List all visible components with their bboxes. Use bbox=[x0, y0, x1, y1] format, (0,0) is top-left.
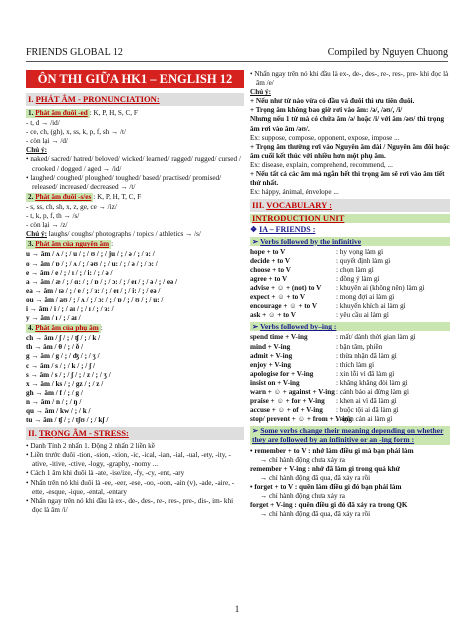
subsection-tail: : bbox=[111, 240, 114, 249]
consonant-line: g → âm / g / ; / ʤ / ; / ʒ / bbox=[26, 352, 100, 361]
vowel-line: ea → âm / ɪə / ; / e / ; / ɜ: / ; / eɪ / ; / i: / ; / eə / bbox=[26, 286, 161, 295]
meaning-line: • forget + to V : quên làm điều gì đó bạn phải làm bbox=[250, 482, 402, 491]
group-meaning-change bbox=[250, 426, 450, 444]
vowel-line: a → âm / æ / ; / ɑ: / ; / ɒ / ; / ɔ: / ; / eɪ / ; / ə / ; / eə / bbox=[26, 277, 178, 286]
stress-rule: • Nhấn ngay trên nó khi đầu là ex-, de-, des-, re-, res-, pre- khi đọc là âm /e/ bbox=[250, 70, 450, 88]
rule-line: - s, ss, ch, sh, x, z, ge, ce → /iz/ bbox=[26, 202, 117, 211]
vocab-meaning: : khuyến khích ai làm gì bbox=[336, 302, 406, 311]
meaning-line: → chỉ hành động chưa xảy ra bbox=[260, 492, 345, 501]
arrow-bullet-icon: ➢ bbox=[252, 426, 259, 436]
stress-rule: • Nhấn ngay trên nó khi đầu là ex-, de-, des-, re-, res-, pre-, dis-, im- khi đọc là âm /i/ bbox=[26, 497, 244, 515]
vocab-term: insist on + V-ing bbox=[250, 378, 300, 387]
subsection-label: Phát âm đuôi -s/es bbox=[35, 192, 92, 201]
vocab-term: spend time + V-ing bbox=[250, 333, 308, 342]
unit-title bbox=[250, 214, 450, 223]
note-line: Nhưng nếu 1 từ mà có chứa âm /ə/ hoặc /i/ với âm /əʊ/ thì trọng âm rơi vào âm /əʊ/. bbox=[250, 115, 445, 133]
vocab-meaning: : mong đợi ai làm gì bbox=[336, 293, 395, 302]
vocab-meaning: : khăng khăng đòi làm gì bbox=[336, 378, 408, 387]
stress-rule: • Liền trước đuôi -tion, -sion, -xion, -ic, -ical, -ian, -ial, -ual, -ety, -ity, -ative, -itive, -ctive, -logy, -graphy, -nomy ... bbox=[26, 451, 244, 469]
vocab-term: hope + to V bbox=[250, 247, 286, 256]
vocab-term: expect + ☺ + to V bbox=[250, 293, 306, 302]
subsection-tail: : K, P, H, S, C, F bbox=[89, 109, 138, 117]
section-label: VOCABULARY : bbox=[266, 200, 332, 211]
note-label: Chú ý: bbox=[26, 230, 47, 239]
vocab-meaning: : bận tâm, phiền bbox=[336, 342, 383, 351]
vocab-meaning: : đồng ý làm gì bbox=[336, 274, 380, 283]
meaning-line: forget + V-ing : quên điều gì đó đã xảy ra trong QK bbox=[250, 501, 408, 510]
consonant-line: n → âm / n / ; / ŋ / bbox=[26, 397, 82, 406]
rule-line: - còn lại → /z/ bbox=[26, 221, 68, 230]
left-column bbox=[26, 70, 244, 515]
stress-rule: • Cách 1 âm khi đuôi là -ate, -ise/ize, -fy, -cy, -ent, -ary bbox=[26, 469, 244, 478]
subsection-label: Phát âm của phụ âm bbox=[35, 324, 99, 333]
note-line: + Nếu như từ nào vừa có đầu và đuôi thì ưu tiên đuôi. bbox=[250, 97, 415, 106]
vocab-meaning: : khuyên ai (không nên) làm gì bbox=[336, 283, 425, 292]
vocab-term: enjoy + V-ing bbox=[250, 360, 291, 369]
subsection-vowels bbox=[26, 240, 114, 249]
rule-line: - t, d → /id/ bbox=[26, 119, 60, 128]
vocab-row bbox=[250, 266, 450, 275]
vocab-term: advise + ☺ + (not) to V bbox=[250, 283, 322, 292]
vocab-row bbox=[250, 302, 450, 311]
vocab-row bbox=[250, 406, 450, 415]
right-column bbox=[250, 70, 450, 519]
consonant-line: ch → âm / ʃ / ; / ʧ / ; / k / bbox=[26, 334, 101, 343]
stress-rule: • Nhấn trên nó khi đuôi là -ee, -eer, -ese, -oo, -oon, -ain (v), -ade, -aire, -ette, -esque, -ique, -ental, -entary bbox=[26, 479, 244, 497]
vocab-row bbox=[250, 333, 450, 342]
consonant-line: qu → âm / kw / ; / k / bbox=[26, 407, 91, 415]
vowel-line: i → âm / i / ; / aɪ / ; / ɪ / ; / ɜ: / bbox=[26, 304, 114, 313]
doc-title: ÔN THI GIỮA HK1 – ENGLISH 12 bbox=[26, 70, 244, 88]
example-line: Ex: disease, explain, comprehend, recommend, ... bbox=[250, 160, 393, 169]
vocab-row bbox=[250, 388, 450, 397]
vocab-meaning: : cảnh báo ai đừng làm gì bbox=[336, 388, 409, 396]
rule-line: - còn lại → /d/ bbox=[26, 137, 68, 146]
vocab-meaning: : khen ai vì đã làm gì bbox=[336, 397, 397, 406]
vowel-line: ou → âm / aʊ / ; / ʌ / ; / ɔ: / ; / ɒ / ; / ʊ / ; / u: / bbox=[26, 295, 164, 304]
vocab-meaning: : thích làm gì bbox=[336, 360, 375, 369]
subsection-label: Phát âm của nguyên âm bbox=[35, 240, 110, 249]
header-left: FRIENDS GLOBAL 12 bbox=[26, 47, 123, 58]
consonant-line: s → âm / s / ; / ʃ / ; / z / ; / ʒ / bbox=[26, 370, 111, 379]
vocab-term: stop/ prevent + ☺ + from + V-ing bbox=[250, 415, 352, 424]
section-number: III. bbox=[252, 200, 265, 211]
page-header bbox=[26, 47, 448, 62]
note-label: Chú ý: bbox=[250, 88, 271, 97]
vocab-row bbox=[250, 293, 450, 302]
note-item: • laughed/ coughed/ ploughed/ toughed/ based/ practised/ promised/ released/ increased/ decreased → /t/ bbox=[26, 174, 244, 192]
vocab-term: praise + ☺ + for + V-ing bbox=[250, 397, 325, 406]
vocab-term: mind + V-ing bbox=[250, 342, 291, 351]
section-label: TRỌNG ÂM - STRESS: bbox=[38, 428, 129, 439]
vocab-row bbox=[250, 415, 450, 424]
subsection-number: 1. bbox=[28, 109, 34, 117]
section-pronunciation bbox=[26, 93, 244, 106]
vocab-meaning: : xin lỗi vì đã làm gì bbox=[336, 369, 395, 378]
vocab-term: accuse + ☺ + of + V-ing bbox=[250, 406, 323, 415]
unit-title-text: INTRODUCTION UNIT bbox=[252, 213, 345, 224]
subsection-number: 2. bbox=[28, 192, 34, 201]
vocab-term: agree + to V bbox=[250, 274, 288, 283]
section-stress bbox=[26, 427, 244, 440]
consonant-line: th → âm / θ / ; / ð / bbox=[26, 343, 84, 352]
arrow-bullet-icon: ➢ bbox=[252, 236, 259, 246]
subsection-s-es bbox=[26, 193, 93, 202]
group-infinitive bbox=[250, 237, 450, 246]
section-label: PHÁT ÂM - PRONUNCIATION: bbox=[35, 94, 160, 104]
note-item: • naked/ sacred/ hatred/ beloved/ wicked/ learned/ ragged/ rugged/ cursed / crooked / dogged / aged → /id/ bbox=[26, 155, 244, 173]
vocab-row bbox=[250, 379, 450, 388]
subsection-ed bbox=[26, 109, 90, 118]
vocab-meaning: : thừa nhận đã làm gì bbox=[336, 351, 397, 360]
note-line: + Trọng âm thường rơi vào Nguyên âm dài / Nguyên âm đôi hoặc âm cuối kết thúc với nhiều hơn một phụ âm. bbox=[250, 142, 450, 160]
vocab-term: decide + to V bbox=[250, 256, 291, 265]
vowel-line: u → âm / ʌ / ; / u / ; / ʊ / ; / ju / ; / ə / ; / ɜ: / bbox=[26, 250, 155, 259]
vocab-row bbox=[250, 343, 450, 352]
group-label: Verbs followed by the infinitive bbox=[260, 236, 362, 246]
vocab-row bbox=[250, 257, 450, 266]
subsection-consonants bbox=[26, 324, 101, 333]
subsection-number: 4. bbox=[28, 324, 34, 333]
star-icon: ❖ bbox=[250, 225, 258, 235]
vocab-meaning: : mất/ dành thời gian làm gì bbox=[336, 333, 416, 342]
group-label: Verbs followed by–ing : bbox=[260, 322, 337, 332]
consonant-line: gh → âm / f / ; / g / bbox=[26, 388, 83, 397]
subsection-tail: : bbox=[100, 324, 103, 333]
vocab-meaning: : ngăn cản ai làm gì bbox=[336, 415, 393, 424]
rule-line: - t, k, p, f, th → /s/ bbox=[26, 212, 80, 221]
vocab-row bbox=[250, 248, 450, 257]
vocab-row bbox=[250, 275, 450, 284]
subsection-label: Phát âm đuôi -ed bbox=[35, 109, 88, 117]
meaning-line: → chỉ hành động đã qua, đã xảy ra rồi bbox=[260, 510, 371, 519]
note-line: + Trọng âm không bao giờ rơi vào âm: /ə/, /əʊ/, /i/ bbox=[250, 106, 403, 115]
note-line: + Nếu tất cả các âm mà ngắn hết thì trọng âm sẽ rơi vào âm tiết thứ nhất. bbox=[250, 170, 445, 188]
arrow-bullet-icon: ➢ bbox=[252, 322, 259, 332]
vocab-meaning: : quyết định làm gì bbox=[336, 256, 391, 265]
header-right: Compiled by Nguyen Chuong bbox=[327, 47, 448, 58]
example-line: Ex: suppose, compose, opponent, expose, impose ... bbox=[250, 133, 400, 142]
rule-line: - ce, ch, (gh), x, ss, k, p, f, sh → /t/ bbox=[26, 128, 127, 137]
vowel-line: e → âm / e / ; / ɪ / ; / i: / ; / ə / bbox=[26, 268, 113, 277]
consonant-line: x → âm / ks / ; / gz / ; / z / bbox=[26, 379, 104, 388]
section-number: I. bbox=[28, 94, 34, 104]
meaning-line: remember + V-ing : nhớ đã làm gì trong quá khứ bbox=[250, 464, 400, 473]
vocab-row bbox=[250, 284, 450, 293]
vocab-meaning: : chọn làm gì bbox=[336, 265, 374, 274]
section-vocabulary bbox=[250, 199, 450, 212]
vocab-row bbox=[250, 311, 450, 320]
vocab-row bbox=[250, 352, 450, 361]
vocab-term: encourage + ☺ + to V bbox=[250, 302, 318, 311]
vocab-term: admit + V-ing bbox=[250, 351, 293, 360]
lesson-heading bbox=[250, 225, 450, 234]
meaning-line: → chỉ hành động đã qua, đã xảy ra rồi bbox=[260, 473, 371, 482]
subsection-tail: : K, P, H, T, C, F bbox=[93, 192, 142, 201]
note-label: Chú ý: bbox=[26, 146, 47, 155]
vocab-meaning: : yêu cầu ai làm gì bbox=[336, 311, 389, 320]
vocab-meaning: : buộc tội ai đã làm gì bbox=[336, 406, 399, 415]
group-label: Some verbs change their meaning depending on whether they are followed by an infinitive or an -ing form : bbox=[252, 426, 444, 445]
stress-rule: • Danh Tính 2 nhấn 1. Động 2 nhấn 2 liền kề bbox=[26, 442, 244, 451]
meaning-line: → chỉ hành động chưa xảy ra bbox=[260, 455, 345, 464]
note-text: laughs/ coughs/ photographs / topics / athletics → /s/ bbox=[48, 230, 201, 239]
vocab-term: warn + ☺ + against + V-ing bbox=[250, 388, 335, 396]
vocab-row bbox=[250, 370, 450, 379]
vocab-row bbox=[250, 361, 450, 370]
example-line: Ex: háppy, ánimal, énvelope ... bbox=[250, 188, 339, 197]
page-number: 1 bbox=[234, 604, 240, 614]
section-number: II. bbox=[28, 428, 37, 439]
group-ing bbox=[250, 322, 450, 331]
vocab-meaning: : hy vọng làm gì bbox=[336, 247, 384, 256]
vocab-term: choose + to V bbox=[250, 265, 291, 274]
consonant-line: tu → âm / ʧ / ; / tʃʊ / ; / kʃ / bbox=[26, 416, 109, 425]
vocab-term: apologise for + V-ing bbox=[250, 369, 314, 378]
meaning-line: • remember + to V : nhớ làm điều gì mà bạn phải làm bbox=[250, 446, 414, 455]
vowel-line: o → âm / ɒ / ; / ʌ / ; / əʊ / ; / u: / ; / ə / ; / ɔ: / bbox=[26, 259, 158, 268]
vocab-term: ask + ☺ + to V bbox=[250, 311, 296, 320]
vowel-line: y → âm / ɪ / ; / aɪ / bbox=[26, 314, 81, 323]
consonant-line: c → âm / s / ; / k / ; / ʃ / bbox=[26, 361, 96, 370]
vocab-row bbox=[250, 397, 450, 406]
subsection-number: 3. bbox=[28, 240, 34, 249]
lesson-heading-text: IA – FRIENDS : bbox=[259, 225, 316, 235]
